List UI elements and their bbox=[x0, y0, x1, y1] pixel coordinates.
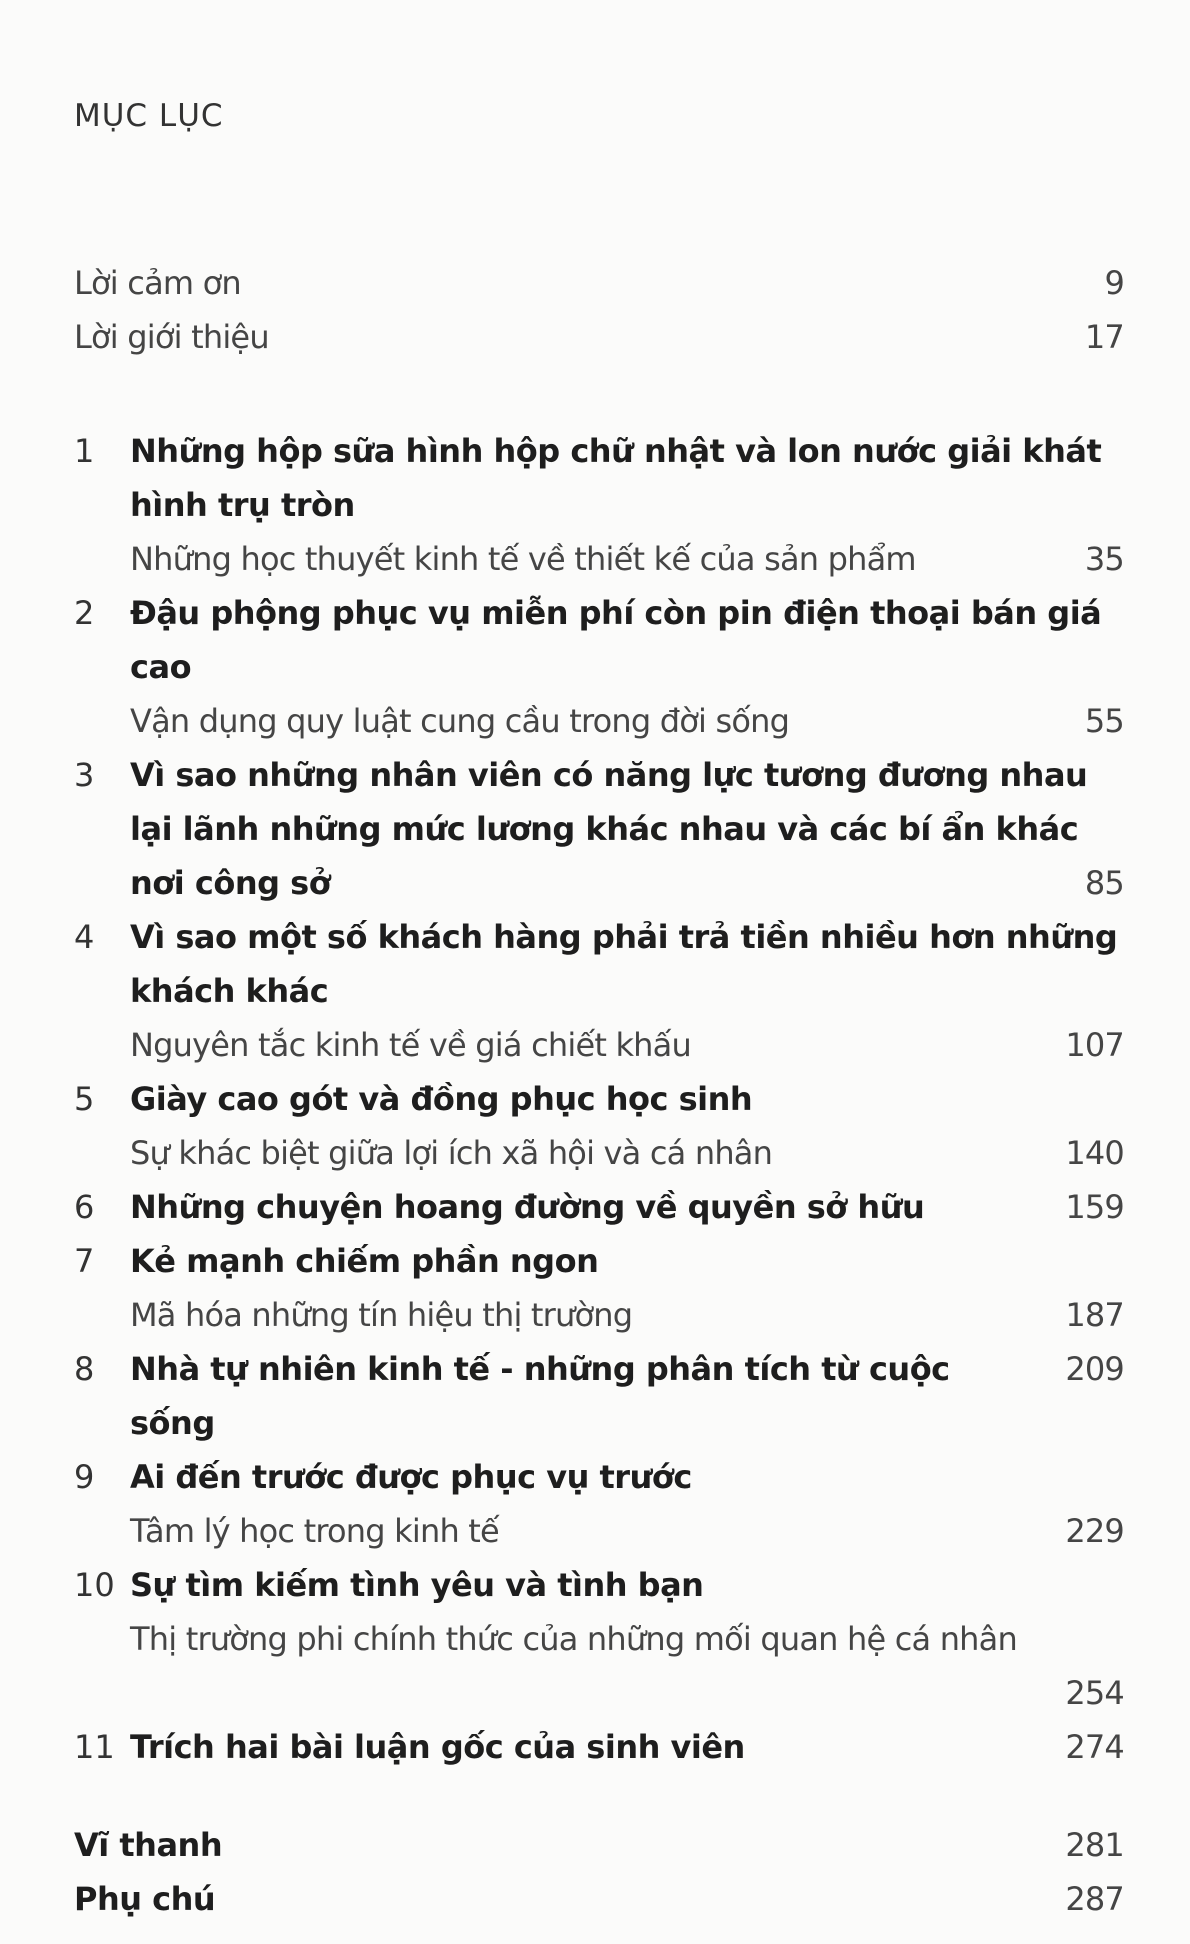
chapter-number: 6 bbox=[74, 1188, 95, 1226]
chapter-2-subtitle bbox=[74, 694, 1124, 748]
chapter-subtitle: Mã hóa những tín hiệu thị trường bbox=[130, 1296, 633, 1334]
chapter-title: hình trụ tròn bbox=[130, 486, 355, 524]
chapter-page: 274 bbox=[1065, 1728, 1124, 1766]
chapter-title: Vì sao một số khách hàng phải trả tiền nhiều hơn những bbox=[130, 918, 1118, 956]
chapter-title: Đậu phộng phục vụ miễn phí còn pin điện thoại bán giá bbox=[130, 594, 1102, 632]
chapter-7-title bbox=[74, 1234, 1124, 1288]
chapter-number: 2 bbox=[74, 594, 95, 632]
chapter-3-title-line-2 bbox=[74, 802, 1124, 856]
chapter-title: lại lãnh những mức lương khác nhau và các bí ẩn khác bbox=[130, 810, 1079, 848]
chapter-page: 229 bbox=[1065, 1512, 1124, 1550]
entry-title: Lời cảm ơn bbox=[74, 264, 241, 302]
chapter-subtitle: Những học thuyết kinh tế về thiết kế của sản phẩm bbox=[130, 540, 916, 578]
chapter-subtitle: Thị trường phi chính thức của những mối quan hệ cá nhân bbox=[130, 1620, 1017, 1658]
chapter-title: Ai đến trước được phục vụ trước bbox=[130, 1458, 692, 1496]
chapter-title: khách khác bbox=[130, 972, 329, 1010]
chapter-title: nơi công sở bbox=[130, 864, 331, 902]
chapter-title: Những chuyện hoang đường về quyền sở hữu bbox=[130, 1188, 925, 1226]
chapter-page: 55 bbox=[1084, 702, 1124, 740]
chapter-subtitle: Nguyên tắc kinh tế về giá chiết khấu bbox=[130, 1026, 691, 1064]
chapter-number: 9 bbox=[74, 1458, 95, 1496]
chapter-number: 10 bbox=[74, 1566, 115, 1604]
toc-list bbox=[74, 256, 1124, 1926]
chapter-subtitle: Vận dụng quy luật cung cầu trong đời sống bbox=[130, 702, 790, 740]
toc-entry-notes bbox=[74, 1872, 1124, 1926]
entry-title: Lời giới thiệu bbox=[74, 318, 269, 356]
chapter-title: Kẻ mạnh chiếm phần ngon bbox=[130, 1242, 599, 1280]
chapter-page: 140 bbox=[1065, 1134, 1124, 1172]
chapter-page: 107 bbox=[1065, 1026, 1124, 1064]
chapter-page: 85 bbox=[1084, 864, 1124, 902]
chapter-3-title-line-3 bbox=[74, 856, 1124, 910]
chapter-10-title bbox=[74, 1558, 1124, 1612]
chapter-1-subtitle bbox=[74, 532, 1124, 586]
chapter-10-page-row bbox=[74, 1666, 1124, 1720]
chapter-number: 1 bbox=[74, 432, 95, 470]
chapter-5-subtitle bbox=[74, 1126, 1124, 1180]
entry-title: Vĩ thanh bbox=[74, 1826, 223, 1864]
chapter-4-subtitle bbox=[74, 1018, 1124, 1072]
chapter-10-subtitle bbox=[74, 1612, 1124, 1666]
entry-page: 287 bbox=[1065, 1880, 1124, 1918]
chapter-4-title-line-2 bbox=[74, 964, 1124, 1018]
chapter-6-title bbox=[74, 1180, 1124, 1234]
toc-entry-epilogue bbox=[74, 1818, 1124, 1872]
chapter-title: Giày cao gót và đồng phục học sinh bbox=[130, 1080, 753, 1118]
chapter-11-title bbox=[74, 1720, 1124, 1774]
entry-page: 17 bbox=[1084, 318, 1124, 356]
chapter-2-title-line-1 bbox=[74, 586, 1124, 640]
chapter-3-title-line-1 bbox=[74, 748, 1124, 802]
toc-heading: MỤC LỤC bbox=[74, 98, 224, 134]
chapter-9-title bbox=[74, 1450, 1124, 1504]
chapter-number: 5 bbox=[74, 1080, 95, 1118]
entry-page: 281 bbox=[1065, 1826, 1124, 1864]
chapter-1-title-line-2 bbox=[74, 478, 1124, 532]
entry-title: Phụ chú bbox=[74, 1880, 216, 1918]
toc-entry-introduction bbox=[74, 310, 1124, 364]
chapter-page: 254 bbox=[1065, 1674, 1124, 1712]
chapter-title: Vì sao những nhân viên có năng lực tương đương nhau bbox=[130, 756, 1088, 794]
chapter-8-title bbox=[74, 1342, 1124, 1450]
chapter-title: cao bbox=[130, 648, 192, 686]
chapter-title: Nhà tự nhiên kinh tế - những phân tích từ cuộc sống bbox=[130, 1350, 950, 1442]
toc-entry-acknowledgements bbox=[74, 256, 1124, 310]
chapter-page: 35 bbox=[1084, 540, 1124, 578]
entry-page: 9 bbox=[1104, 264, 1124, 302]
chapter-number: 8 bbox=[74, 1350, 95, 1388]
chapter-4-title-line-1 bbox=[74, 910, 1124, 964]
chapter-2-title-line-2 bbox=[74, 640, 1124, 694]
chapter-title: Trích hai bài luận gốc của sinh viên bbox=[130, 1728, 745, 1766]
chapter-9-subtitle bbox=[74, 1504, 1124, 1558]
chapter-number: 7 bbox=[74, 1242, 95, 1280]
chapter-number: 11 bbox=[74, 1728, 115, 1766]
chapter-5-title bbox=[74, 1072, 1124, 1126]
chapter-1-title-line-1 bbox=[74, 424, 1124, 478]
chapter-page: 209 bbox=[1065, 1350, 1124, 1388]
chapter-7-subtitle bbox=[74, 1288, 1124, 1342]
chapter-page: 187 bbox=[1065, 1296, 1124, 1334]
chapter-title: Những hộp sữa hình hộp chữ nhật và lon nước giải khát bbox=[130, 432, 1102, 470]
chapter-subtitle: Sự khác biệt giữa lợi ích xã hội và cá nhân bbox=[130, 1134, 773, 1172]
chapter-subtitle: Tâm lý học trong kinh tế bbox=[130, 1512, 499, 1550]
chapter-title: Sự tìm kiếm tình yêu và tình bạn bbox=[130, 1566, 704, 1604]
chapter-number: 4 bbox=[74, 918, 95, 956]
chapter-number: 3 bbox=[74, 756, 95, 794]
chapter-page: 159 bbox=[1065, 1188, 1124, 1226]
